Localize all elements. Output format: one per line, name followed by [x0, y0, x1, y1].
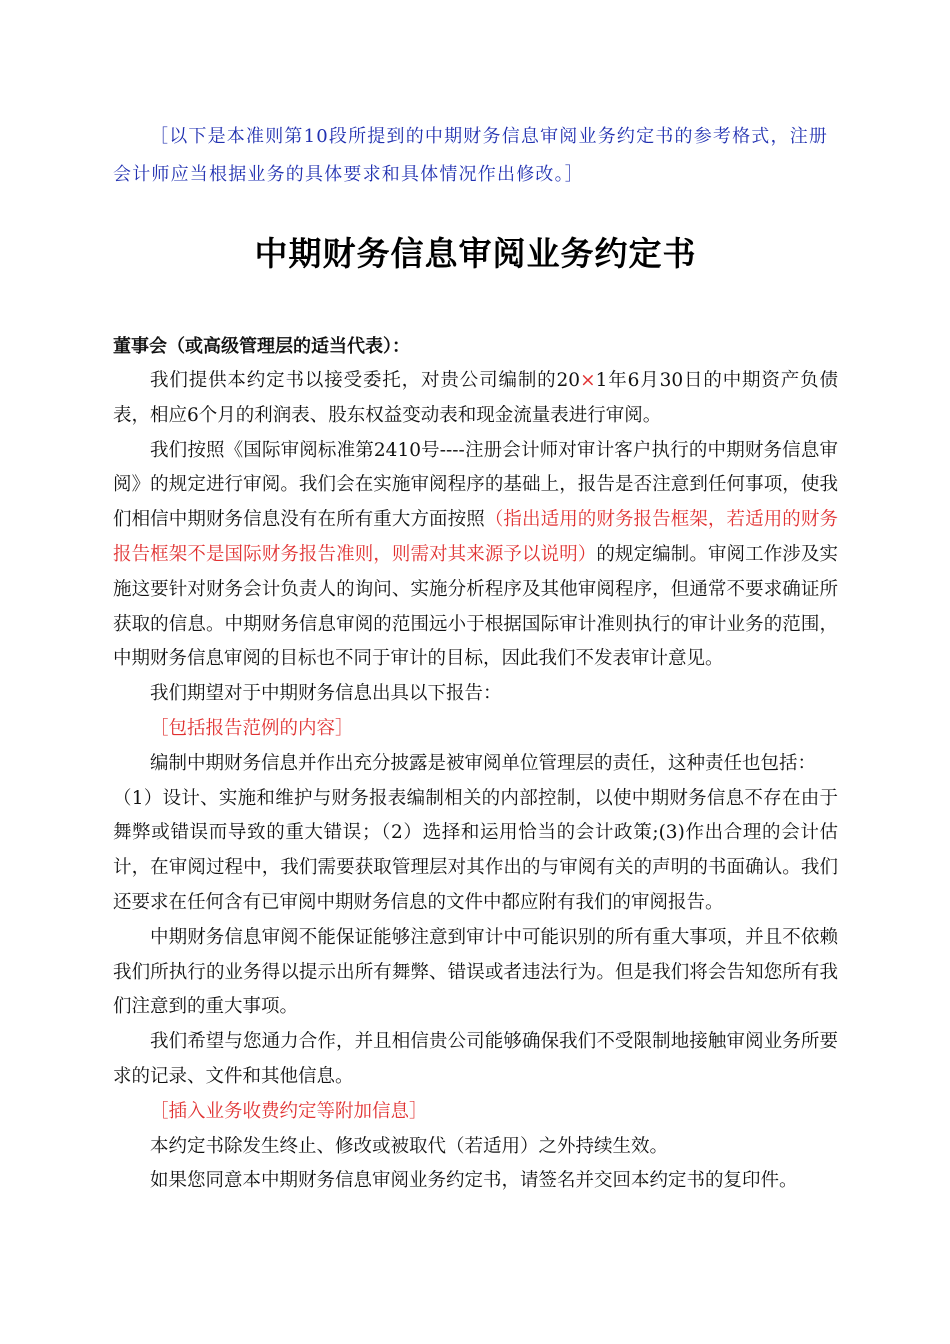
- salutation: 董事会（或高级管理层的适当代表）：: [113, 336, 410, 357]
- paragraph-text: 1年6月30日的中期资产负债表，相应6个月的利润表、股东权益变动表和现金流量表进行审阅。: [113, 370, 838, 426]
- paragraph-text: 的规定编制。审阅工作涉及实施这要针对财务会计负责人的询问、实施分析程序及其他审阅程序，但通常不要求确证所获取的信息。中期财务信息审阅的范围远小于根据国际审计准则执行的审计业务的范围，中期财务信息审阅的目标也不同于审计的目标，因此我们不发表审计意见。: [113, 543, 838, 670]
- paragraph-responsibility-items: （1）设计、实施和维护与财务报表编制相关的内部控制，以使中期财务信息不存在由于舞弊或错误而导致的重大错误；（2）选择和运用恰当的会计政策;(3)作出合理的会计估计，在审阅过程中，我们需要获取管理层对其作出的与审阅有关的声明的书面确认。我们还要求在任何含有已审阅中期财务信息的文件中都应附有我们的审阅报告。: [113, 787, 838, 913]
- paragraph-text: 我们提供本约定书以接受委托，对贵公司编制的20: [150, 370, 581, 391]
- paragraph-cooperation: 我们希望与您通力合作，并且相信贵公司能够确保我们不受限制地接触审阅业务所要求的记录、文件和其他信息。: [113, 1031, 838, 1087]
- paragraph-review-standard: [113, 434, 838, 678]
- paragraph-expected-report: 我们期望对于中期财务信息出具以下报告：: [150, 683, 502, 705]
- paragraph-validity: 本约定书除发生终止、修改或被取代（若适用）之外持续生效。: [150, 1135, 669, 1157]
- paragraph-management-responsibility: 编制中期财务信息并作出充分披露是被审阅单位管理层的责任，这种责任也包括：: [150, 752, 817, 774]
- framework-instruction: （指出适用的财务报告框架，若适用的财务报告框架不是国际财务报告准则，则需对其来源予以说明）: [113, 509, 838, 565]
- document-title: 中期财务信息审阅业务约定书: [254, 234, 697, 273]
- paragraph-engagement-scope: [113, 364, 838, 434]
- report-example-placeholder: ［包括报告范例的内容］: [150, 717, 354, 739]
- paragraph-text: 我们按照《国际审阅标准第2410号----注册会计师对审计客户执行的中期财务信息审阅》的规定进行审阅。我们会在实施审阅程序的基础上，报告是否注意到任何事项，使我们相信中期财务信息没有在所有重大方面按照: [113, 439, 838, 531]
- paragraph-review-limitations: 中期财务信息审阅不能保证能够注意到审计中可能识别的所有重大事项，并且不依赖我们所执行的业务得以提示出所有舞弊、错误或者违法行为。但是我们将会告知您所有我们注意到的重大事项。: [113, 926, 838, 1018]
- fee-info-placeholder: ［插入业务收费约定等附加信息］: [150, 1100, 428, 1122]
- reference-format-note: ［以下是本准则第10段所提到的中期财务信息审阅业务约定书的参考格式，注册会计师应当根据业务的具体要求和具体情况作出修改。］: [113, 126, 829, 185]
- year-placeholder-mark: ×: [580, 370, 596, 391]
- paragraph-signature-request: 如果您同意本中期财务信息审阅业务约定书，请签名并交回本约定书的复印件。: [150, 1170, 798, 1192]
